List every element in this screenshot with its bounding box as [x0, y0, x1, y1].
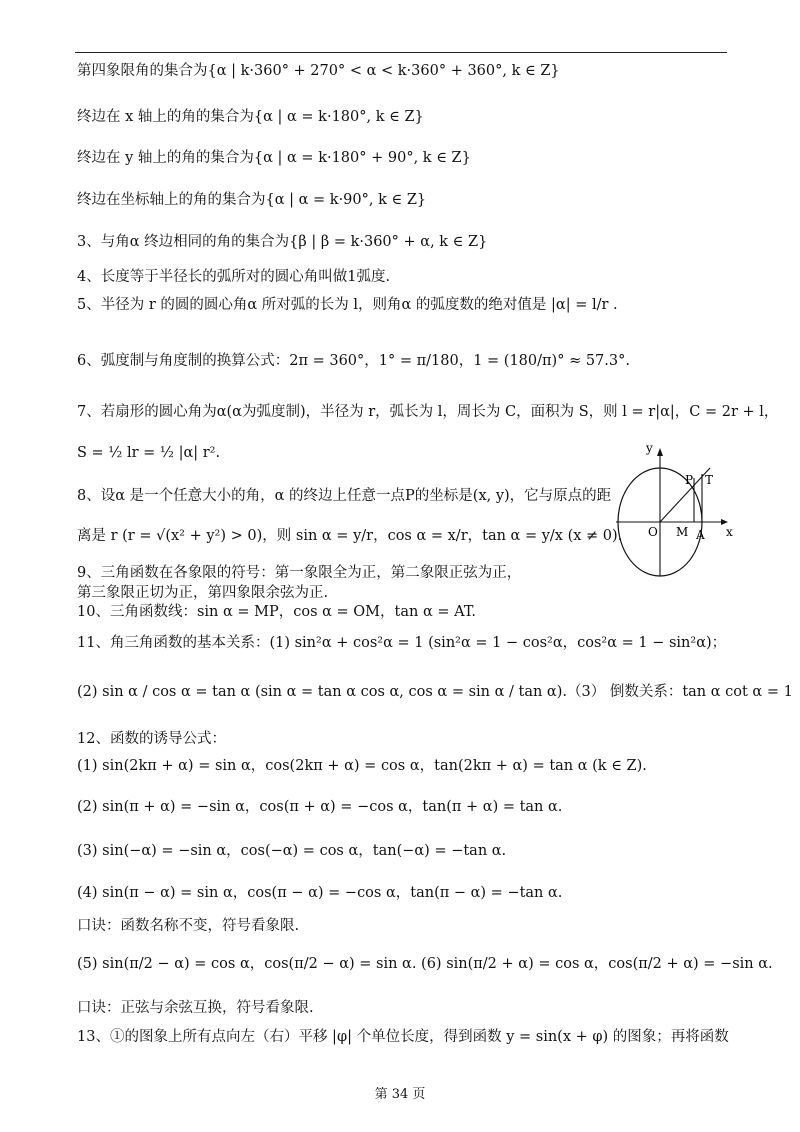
text-line-16: 11、角三角函数的基本关系：(1) sin²α + cos²α = 1 (sin²α = 1 − cos²α，cos²α = 1 − sin²α)；: [77, 635, 727, 651]
text-line-2: 终边在 x 轴上的角的集合为{α | α = k·180°, k ∈ Z}: [77, 109, 424, 125]
text-line-6: 4、长度等于半径长的弧所对的圆心角叫做1弧度.: [77, 269, 391, 285]
text-line-3: 终边在 y 轴上的角的集合为{α | α = k·180° + 90°, k ∈ Z}: [77, 150, 471, 166]
text-line-26: 13、①的图象上所有点向左（右）平移 |φ| 个单位长度，得到函数 y = sin(x + φ) 的图象；再将函数: [77, 1029, 729, 1045]
text-line-1: 第四象限角的集合为{α | k·360° + 270° < α < k·360° + 360°, k ∈ Z}: [77, 63, 560, 79]
label-T: T: [705, 473, 714, 487]
text-line-24: (5) sin(π/2 − α) = cos α，cos(π/2 − α) = sin α. (6) sin(π/2 + α) = cos α，cos(π/2 + α) = −sin α.: [77, 956, 773, 972]
label-A: A: [696, 528, 705, 542]
text-line-14: 第三象限正切为正，第四象限余弦为正.: [77, 585, 329, 601]
unit-circle-diagram: [608, 438, 738, 580]
label-O: O: [648, 525, 658, 539]
label-x: x: [726, 525, 733, 539]
text-line-9: 7、若扇形的圆心角为α(α为弧度制)，半径为 r，弧长为 l，周长为 C，面积为 S，则 l = r|α|，C = 2r + l，: [77, 404, 779, 420]
text-line-23: 口诀：函数名称不变，符号看象限.: [77, 918, 300, 934]
text-line-18: 12、函数的诱导公式：: [77, 731, 226, 747]
label-y: y: [646, 441, 653, 455]
text-line-13: 9、三角函数在各象限的符号：第一象限全为正，第二象限正弦为正，: [77, 565, 522, 581]
text-line-12: 离是 r (r = √(x² + y²) > 0)，则 sin α = y/r，cos α = x/r，tan α = y/x (x ≠ 0).: [77, 528, 623, 544]
text-line-7: 5、半径为 r 的圆的圆心角α 所对弧的长为 l，则角α 的弧度数的绝对值是 |α| = l/r .: [77, 297, 618, 313]
text-line-8: 6、弧度制与角度制的换算公式：2π = 360°，1° = π/180，1 = (180/π)° ≈ 57.3°.: [77, 353, 630, 369]
label-M: M: [676, 525, 689, 539]
y-axis-arrow: [657, 448, 663, 456]
text-line-20: (2) sin(π + α) = −sin α，cos(π + α) = −cos α，tan(π + α) = tan α.: [77, 799, 563, 815]
text-line-17: (2) sin α / cos α = tan α (sin α = tan α cos α, cos α = sin α / tan α).（3） 倒数关系：tan α cot α = 1: [77, 684, 793, 700]
page-footer: 第 34 页: [374, 1087, 426, 1102]
text-line-21: (3) sin(−α) = −sin α，cos(−α) = cos α，tan(−α) = −tan α.: [77, 843, 507, 859]
text-line-10: S = ½ lr = ½ |α| r².: [77, 445, 221, 461]
text-line-11: 8、设α 是一个任意大小的角，α 的终边上任意一点P的坐标是(x, y)，它与原点的距: [77, 488, 612, 504]
text-line-25: 口诀：正弦与余弦互换，符号看象限.: [77, 1000, 314, 1016]
text-line-15: 10、三角函数线：sin α = MP，cos α = OM，tan α = AT.: [77, 604, 476, 620]
label-P: P: [685, 473, 694, 487]
header-rule: [75, 52, 727, 53]
text-line-19: (1) sin(2kπ + α) = sin α，cos(2kπ + α) = cos α，tan(2kπ + α) = tan α (k ∈ Z).: [77, 758, 647, 774]
unit-circle-figure: [608, 438, 738, 580]
text-line-4: 终边在坐标轴上的角的集合为{α | α = k·90°, k ∈ Z}: [77, 192, 427, 208]
text-line-22: (4) sin(π − α) = sin α，cos(π − α) = −cos α，tan(π − α) = −tan α.: [77, 885, 563, 901]
text-line-5: 3、与角α 终边相同的角的集合为{β | β = k·360° + α, k ∈ Z}: [77, 234, 488, 250]
